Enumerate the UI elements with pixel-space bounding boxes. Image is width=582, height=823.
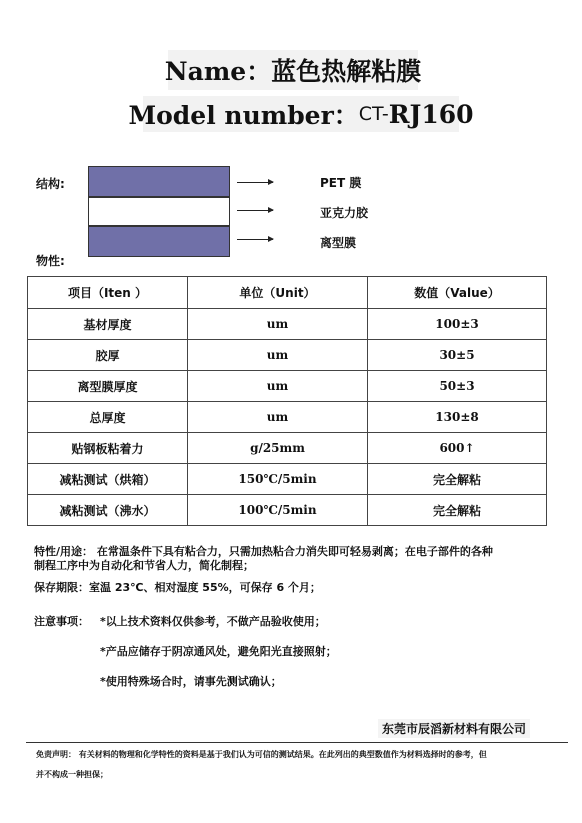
cell-unit: um: [188, 340, 368, 371]
attention-item-3: *使用特殊场合时，请事先测试确认；: [100, 675, 282, 688]
cell-item: 胶厚: [28, 340, 188, 371]
attention-item-2: *产品应储存于阴凉通风处，避免阳光直接照射；: [100, 645, 337, 658]
cell-item: 减粘测试（沸水）: [28, 495, 188, 526]
model-label: Model number：: [128, 101, 359, 130]
disclaimer-line2: 并不构成一种担保；: [36, 770, 108, 779]
name-value: 蓝色热解粘膜: [271, 57, 422, 86]
table-row: [28, 464, 547, 495]
arrow-right-icon: [237, 210, 273, 211]
table-header-row: [28, 277, 547, 309]
usage-text-line1: 特性/用途： 在常温条件下具有粘合力，只需加热粘合力消失即可轻易剥离；在电子部件的各种: [34, 545, 493, 558]
cell-item: 贴钢板粘着力: [28, 433, 188, 464]
release-film-layer: [88, 226, 230, 257]
table-row: [28, 309, 547, 340]
model-number-title: [128, 96, 474, 132]
table-row: [28, 495, 547, 526]
cell-value: 600↑: [368, 433, 547, 464]
cell-value: 完全解粘: [368, 464, 547, 495]
layer-label-acrylic: 亚克力胶: [320, 206, 369, 220]
table-row: [28, 402, 547, 433]
arrow-right-icon: [237, 182, 273, 183]
cell-unit: um: [188, 402, 368, 433]
cell-unit: um: [188, 309, 368, 340]
storage-text: 保存期限：室温 23℃、相对湿度 55%，可保存 6 个月；: [34, 581, 321, 594]
properties-label: 物性:: [36, 254, 65, 268]
table-row: [28, 433, 547, 464]
layer-label-release: 离型膜: [320, 236, 357, 250]
model-value: RJ160: [388, 99, 474, 129]
cell-value: 完全解粘: [368, 495, 547, 526]
cell-value: 50±3: [368, 371, 547, 402]
cell-unit: um: [188, 371, 368, 402]
model-prefix: CT-: [358, 103, 389, 125]
layer-label-pet: PET 膜: [320, 176, 362, 190]
cell-unit: g/25mm: [188, 433, 368, 464]
header-value: 数值（Value）: [368, 277, 547, 309]
attention-label: 注意事项：: [34, 615, 89, 628]
cell-item: 基材厚度: [28, 309, 188, 340]
pet-film-layer: [88, 166, 230, 197]
company-name: 东莞市辰滔新材料有限公司: [378, 719, 530, 738]
header-item: 项目（Iten ）: [28, 277, 188, 309]
cell-value: 30±5: [368, 340, 547, 371]
attention-item-1: *以上技术资料仅供参考，不做产品验收使用；: [100, 615, 326, 628]
cell-item: 减粘测试（烘箱）: [28, 464, 188, 495]
cell-value: 100±3: [368, 309, 547, 340]
cell-item: 总厚度: [28, 402, 188, 433]
cell-value: 130±8: [368, 402, 547, 433]
disclaimer-line1: 免责声明： 有关材料的物理和化学特性的资料是基于我们认为可信的测试结果。在此列出的典型数值作为材料选择时的参考，但: [36, 750, 487, 759]
divider: [26, 742, 568, 743]
acrylic-adhesive-layer: [88, 197, 230, 226]
structure-label: 结构:: [36, 177, 65, 191]
cell-item: 离型膜厚度: [28, 371, 188, 402]
cell-unit: 100℃/5min: [188, 495, 368, 526]
usage-text-line2: 制程工序中为自动化和节省人力，简化制程；: [34, 559, 254, 572]
table-row: [28, 371, 547, 402]
name-label: Name：: [164, 57, 272, 86]
header-unit: 单位（Unit）: [188, 277, 368, 309]
table-row: [28, 340, 547, 371]
product-name-title: [164, 50, 422, 90]
properties-table: [27, 276, 547, 526]
cell-unit: 150℃/5min: [188, 464, 368, 495]
arrow-right-icon: [237, 239, 273, 240]
